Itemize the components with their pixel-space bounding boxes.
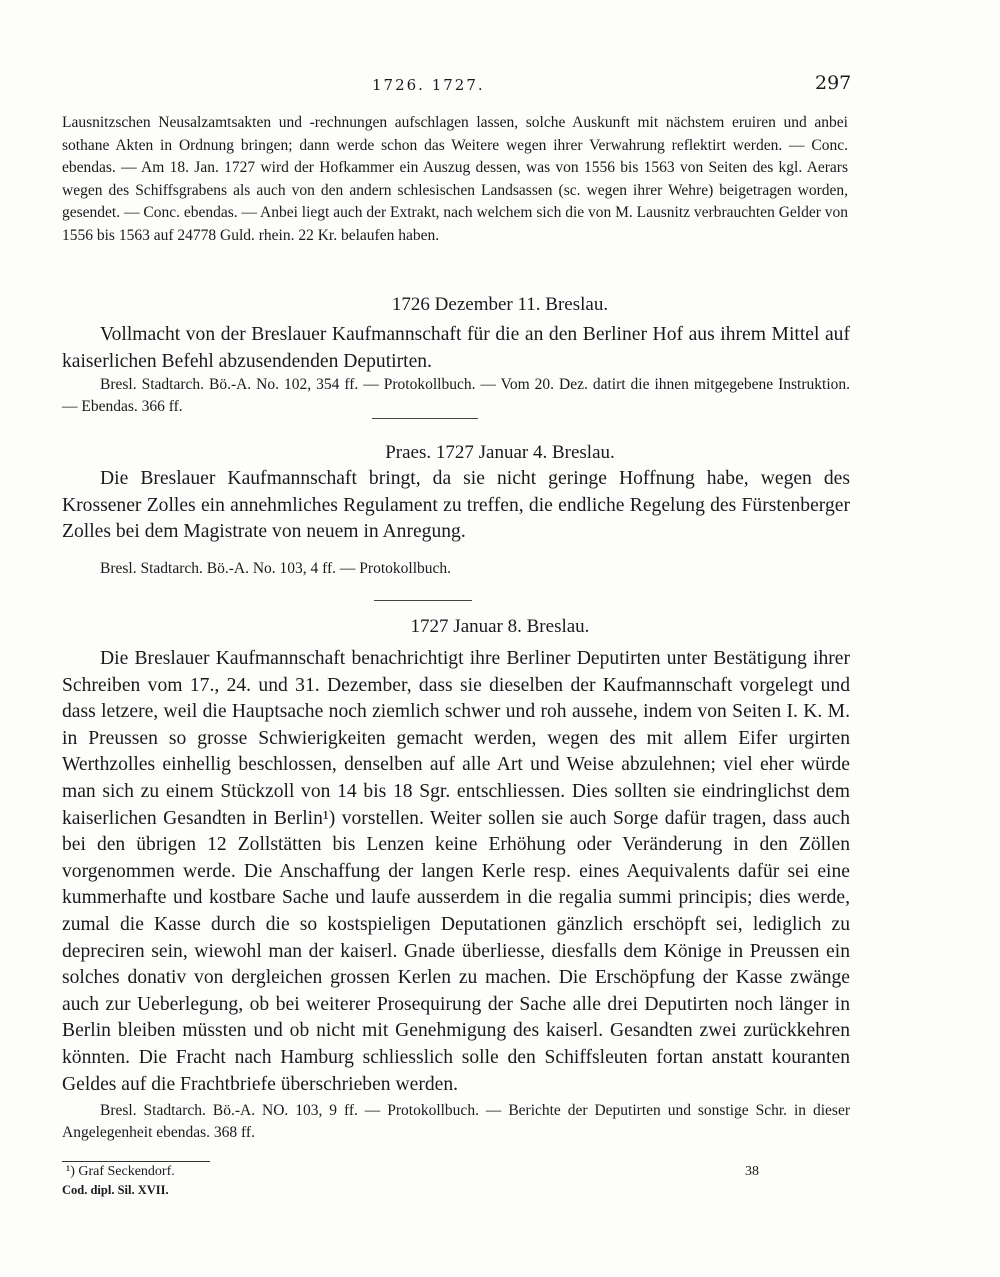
section-source-3 [62, 1100, 850, 1144]
section-heading-1: 1726 Dezember 11. Breslau. [391, 294, 609, 315]
intro-text: Lausnitzschen Neusalzamtsakten und -rechnungen aufschlagen lassen, solche Auskunft mit nächstem eruiren und anbei sothane Akten in Ordnung bringen; dann werde schon das Weitere wegen ihrer Verwahrung reflektirt werden. — Conc. ebendas. — Am 18. Jan. 1727 wird der Hofkammer ein Auszug dessen, was von 1556 bis 1563 von Seiten des kgl. Aerars wegen des Schiffsgrabens als auch von den andern schlesischen Landsassen (sc. wegen ihrer Wehre) beigetragen worden, gesendet. — Conc. ebendas. — Anbei liegt auch der Extrakt, nach welchem sich die von M. Lausnitz verbrauchten Gelder von 1556 bis 1563 auf 24778 Guld. rhein. 22 Kr. belaufen haben. [62, 114, 848, 244]
footnote-divider [62, 1161, 210, 1162]
section-divider-2 [374, 600, 472, 601]
running-head-years: 1726. 1727. [372, 76, 485, 94]
section-divider-1 [372, 418, 478, 419]
section-source-text-3: Bresl. Stadtarch. Bö.-A. NO. 103, 9 ff. — Protokollbuch. — Berichte der Deputirten und sonstige Schr. in dieser Angelegenheit ebendas. 368 ff. [62, 1102, 850, 1141]
section-body-text-2: Die Breslauer Kaufmannschaft bringt, da sie nicht geringe Hoffnung habe, wegen des Krossener Zolles ein annehmliches Regulament zu treffen, die endliche Regelung des Fürstenberger Zolles bei dem Magistrate von neuem in Anregung. [62, 468, 850, 543]
section-source-1 [62, 374, 850, 418]
page-header [0, 72, 1000, 96]
footnote: ¹) Graf Seckendorf. [66, 1164, 175, 1179]
section-source-text-2: Bresl. Stadtarch. Bö.-A. No. 103, 4 ff. — Protokollbuch. [100, 560, 452, 577]
intro-paragraph [62, 112, 848, 248]
signature-number: 38 [745, 1164, 759, 1179]
page-number: 297 [815, 72, 852, 94]
section-body-1 [62, 322, 850, 375]
section-body-3 [62, 646, 850, 1098]
section-body-text-1: Vollmacht von der Breslauer Kaufmannschaft für die an den Berliner Hof aus ihrem Mittel auf kaiserlichen Befehl abzusendenden Deputirten. [62, 324, 850, 372]
section-heading-2: Praes. 1727 Januar 4. Breslau. [385, 442, 615, 463]
signature-mark: Cod. dipl. Sil. XVII. [62, 1183, 169, 1197]
section-body-2 [62, 466, 850, 546]
section-source-2 [62, 558, 850, 580]
section-body-text-3: Die Breslauer Kaufmannschaft benachrichtigt ihre Berliner Deputirten unter Bestätigung ihrer Schreiben vom 17., 24. und 31. Dezember, dass sie dieselben der Kaufmannschaft vorgelegt und dass letzere, weil die Hauptsache noch ziemlich schwer und roh aussehe, indem von Seiten I. K. M. in Preussen so grosse Schwierigkeiten gemacht werden, wegen des mit allem Eifer urgirten Werthzolles einhellig beschlossen, denselben auf alle Art und Weise abzulehnen; viel eher würde man sich zu einem Stückzoll von 14 bis 18 Sgr. entschliessen. Dies sollten sie eindringlichst dem kaiserlichen Gesandten in Berlin¹) vorstellen. Weiter sollen sie auch Sorge dafür tragen, dass auch bei den übrigen 12 Zollstätten bis Lenzen keine Erhöhung oder Veränderung in den Zöllen vorgenommen werde. Die Anschaffung der langen Kerle resp. eines Aequivalents dafür sei eine kummerhafte und kostbare Sache und laufe ausserdem in die regalia summi principis; dies werde, zumal die Kasse durch die so kostspieligen Deputationen gänzlich erschöpft sei, lediglich zu depreciren sein, wiewohl man der kaiserl. Gnade überliesse, diesfalls dem Könige in Preussen ein solches donativ von dergleichen grossen Kerlen zu machen. Die Erschöpfung der Kasse zwänge auch zur Ueberlegung, ob bei weiterer Prosequirung der Sache alle drei Deputirten noch länger in Berlin bleiben müssten und ob nicht mit Genehmigung des kaiserl. Gesandten zwei zurückkehren könnten. Die Fracht nach Hamburg schliesslich solle den Schiffsleuten fortan anstatt kouranten Geldes auf die Frachtbriefe überschrieben werden. [62, 648, 850, 1095]
section-source-text-1: Bresl. Stadtarch. Bö.-A. No. 102, 354 ff. — Protokollbuch. — Vom 20. Dez. datirt die ihnen mitgegebene Instruktion. — Ebendas. 366 ff. [62, 376, 850, 415]
section-heading-3: 1727 Januar 8. Breslau. [410, 616, 590, 637]
